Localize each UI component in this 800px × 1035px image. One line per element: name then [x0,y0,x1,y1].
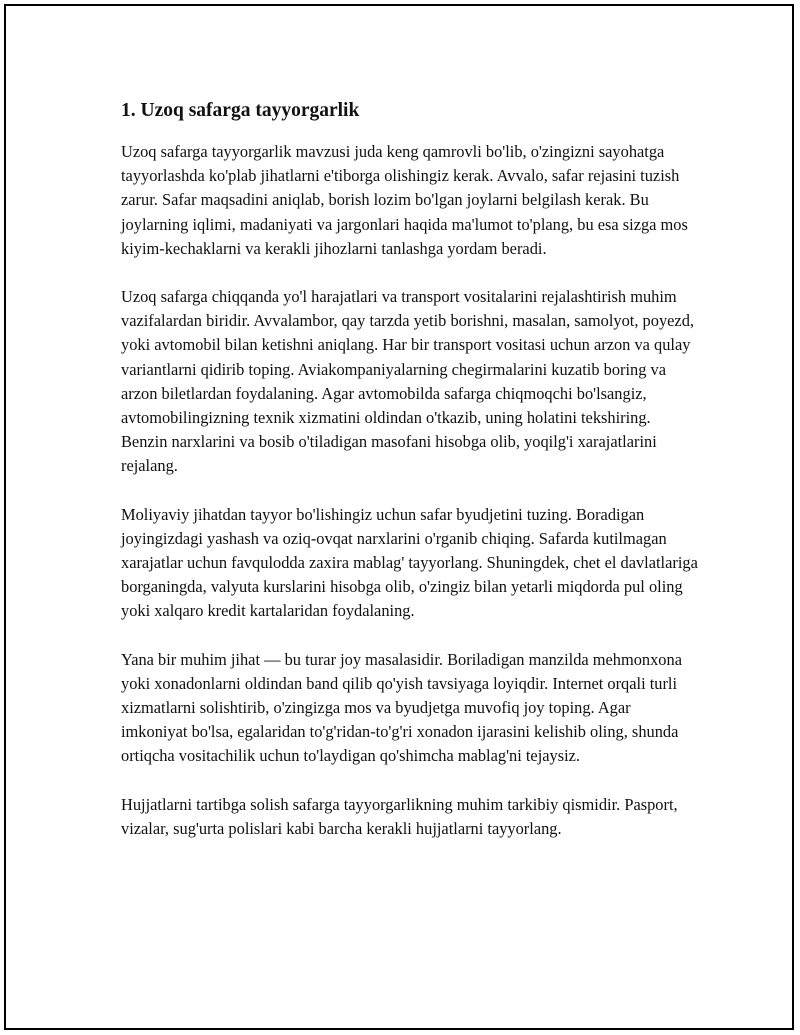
section-title: 1. Uzoq safarga tayyorgarlik [121,100,360,121]
paragraph: Hujjatlarni tartibga solish safarga tayyorgarlikning muhim tarkibiy qismidir. Pasport, vizalar, sug'urta polislari kabi barcha kerakli hujjatlarni tayyorlang. [121,794,678,838]
paragraph: Uzoq safarga tayyorgarlik mavzusi juda keng qamrovli bo'lib, o'zingizni sayohatga tayyorlashda ko'plab jihatlarni e'tiborga olishingiz kerak. Avvalo, safar rejasini tuzish zarur. Safar maqsadini aniqlab, borish lozim bo'lgan joylarni belgilash kerak. Bu joylarning iqlimi, madaniyati va jargonlari haqida ma'lumot to'plang, bu esa sizga mos kiyim-kechaklarni va kerakli jihozlarni tanlashga yordam beradi. [121,142,688,258]
document-body [121,98,701,865]
paragraph: Yana bir muhim jihat — bu turar joy masalasidir. Boriladigan manzilda mehmonxona yoki xonadonlarni oldindan band qilib qo'yish tavsiyaga loyiqdir. Internet orqali turli xizmatlarni solishtirib, o'zingizga mos va byudjetga muvofiq joy toping. Agar imkoniyat bo'lsa, egalaridan to'g'ridan-to'g'ri xonadon ijarasini kelishib oling, shunda ortiqcha vositachilik uchun to'laydigan qo'shimcha mablag'ni tejaysiz. [121,649,682,766]
document-page [4,4,794,1030]
paragraph: Uzoq safarga chiqqanda yo'l harajatlari va transport vositalarini rejalashtirish muhim vazifalardan biridir. Avvalambor, qay tarzda yetib borishni, masalan, samolyot, poyezd, yoki avtomobil bilan ketishni aniqlang. Har bir transport vositasi uchun arzon va qulay variantlarni qidirib toping. Aviakompaniyalarning chegirmalarini kuzatib boring va arzon biletlardan foydalaning. Agar avtomobilda safarga chiqmoqchi bo'lsangiz, avtomobilingizning texnik xizmatini oldindan o'tkazib, uning holatini tekshiring. Benzin narxlarini va bosib o'tiladigan masofani hisobga olib, yoqilg'i xarajatlarini rejalang. [121,287,694,476]
paragraph: Moliyaviy jihatdan tayyor bo'lishingiz uchun safar byudjetini tuzing. Boradigan joyingizdagi yashash va oziq-ovqat narxlarini o'rganib chiqing. Safarda kutilmagan xarajatlar uchun favqulodda zaxira mablag' tayyorlang. Shuningdek, chet el davlatlariga borganingda, valyuta kurslarini hisobga olib, o'zingiz bilan yetarli miqdorda pul oling yoki xalqaro kredit kartalaridan foydalaning. [121,504,698,621]
